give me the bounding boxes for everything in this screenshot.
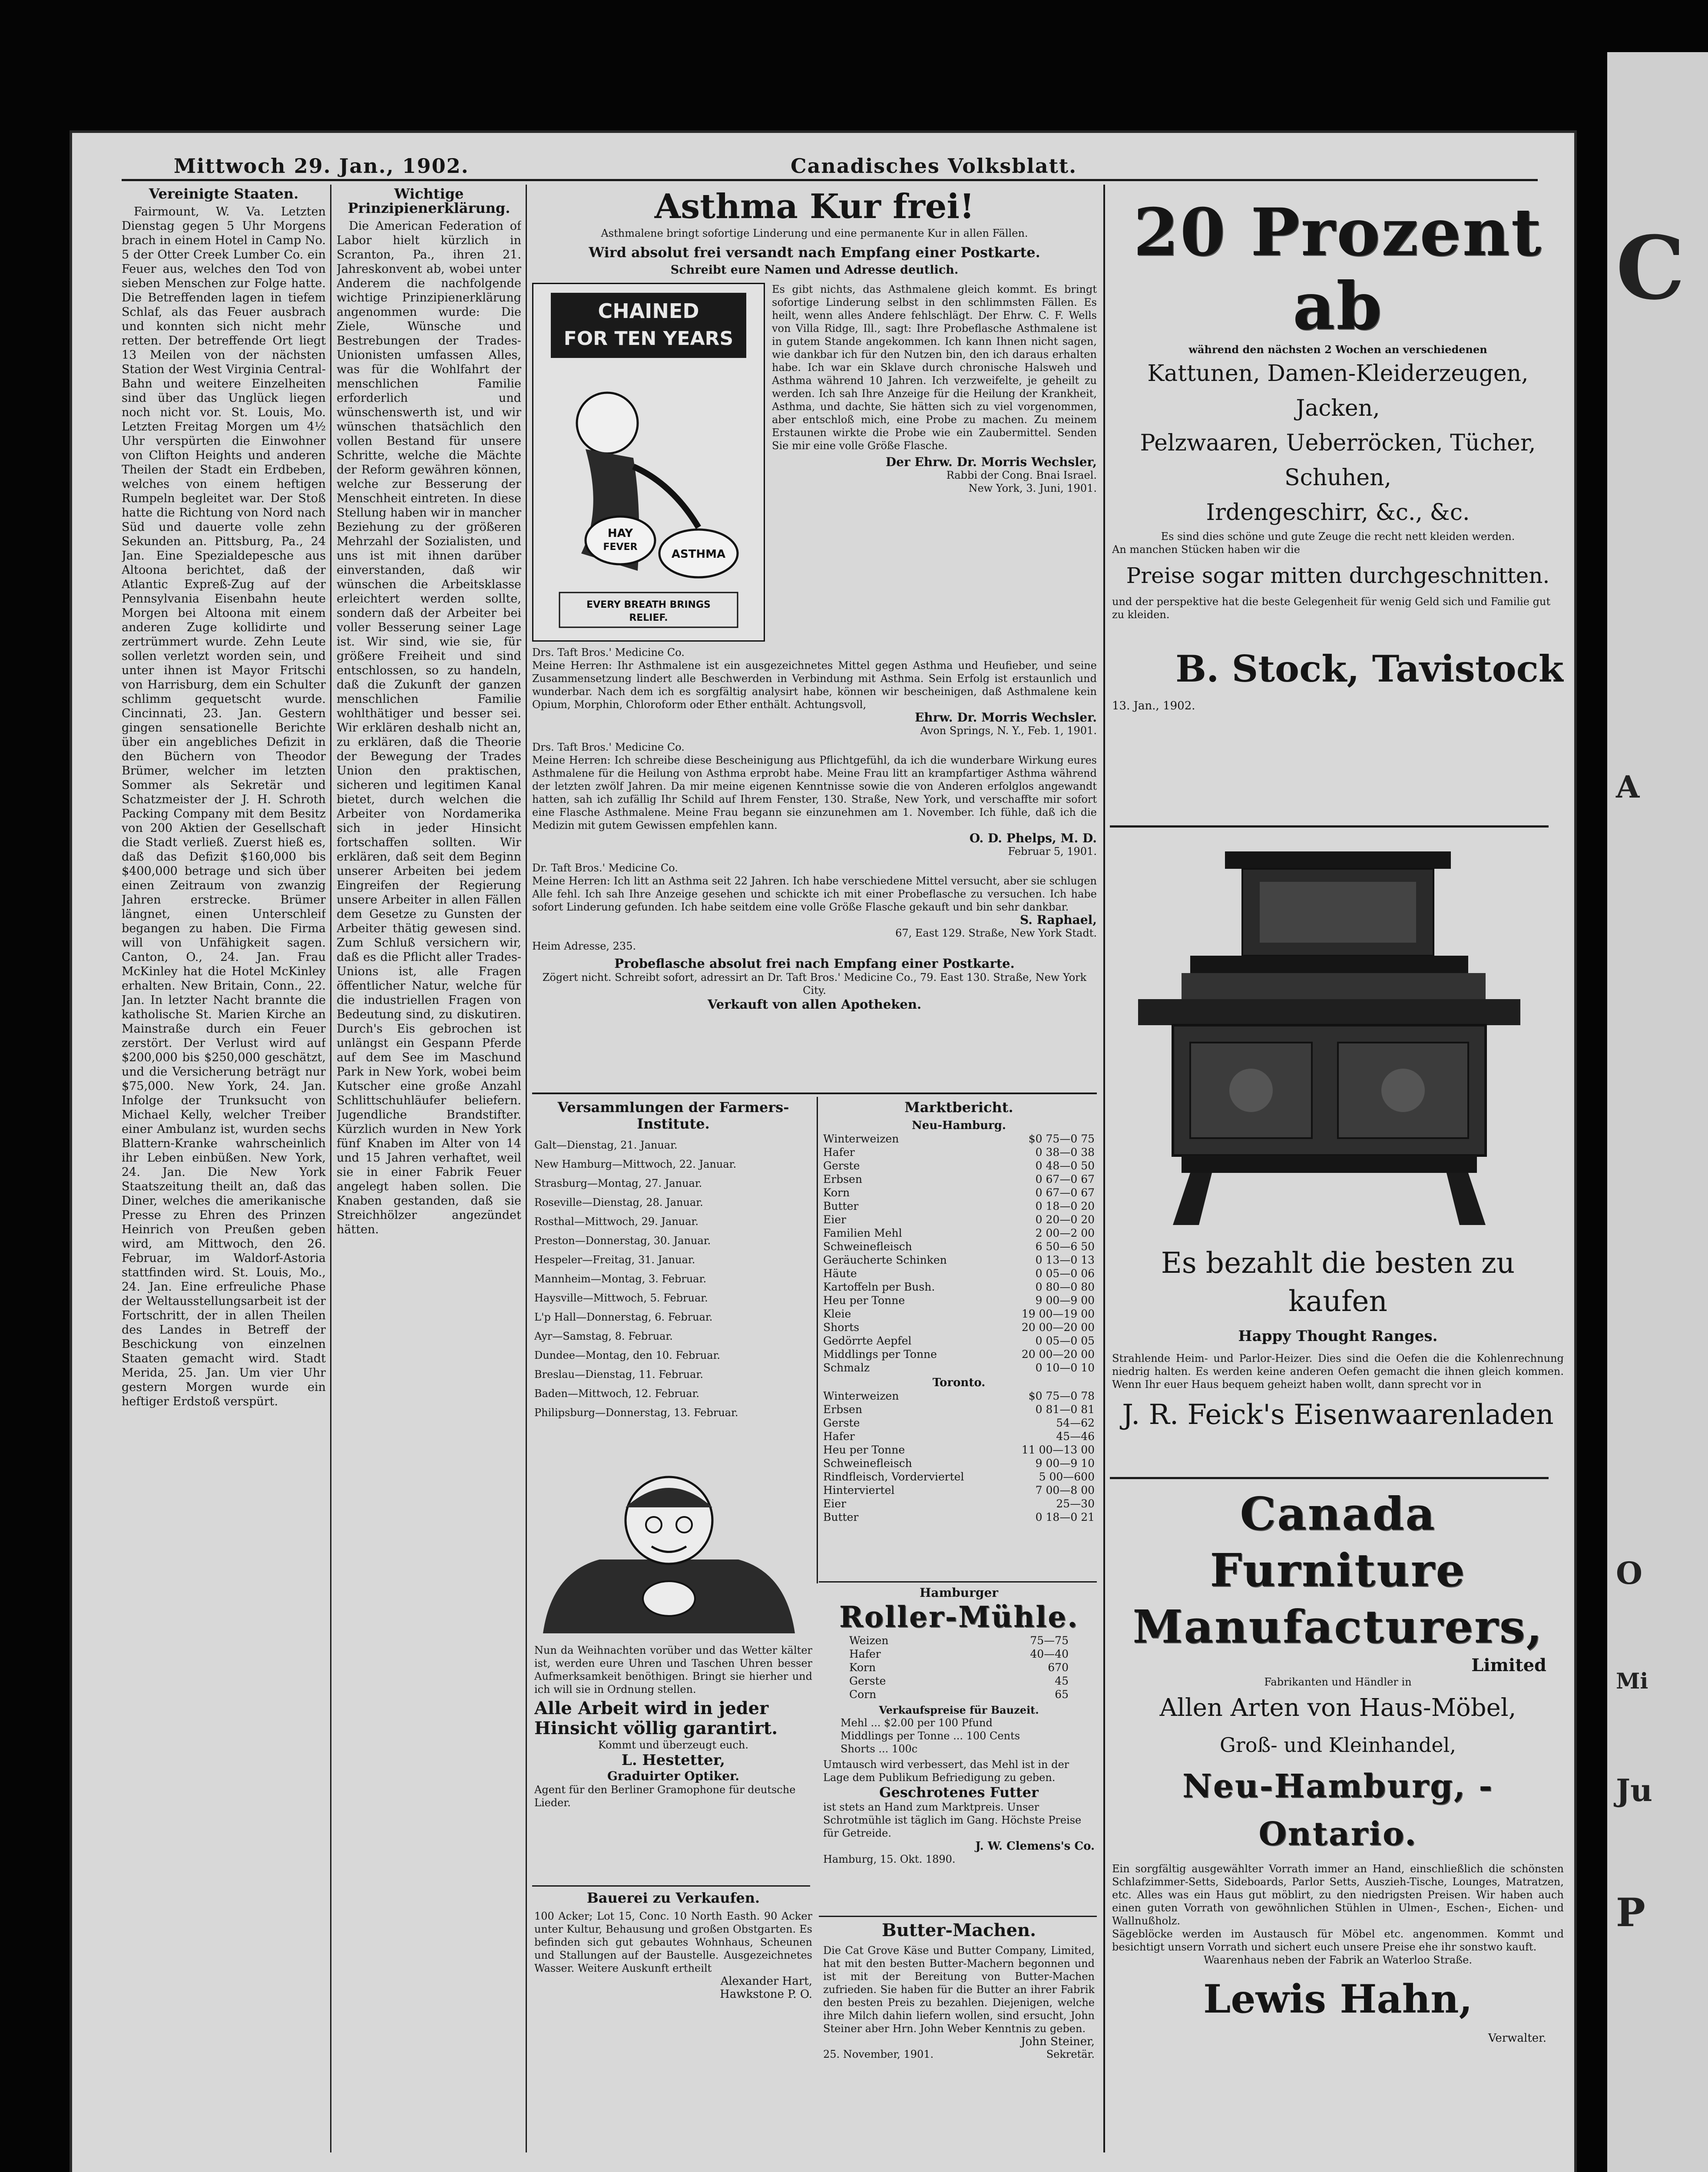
furniture-line4: Allen Arten von Haus-Möbel, — [1159, 1694, 1516, 1722]
column-rule — [526, 185, 527, 2152]
price-value: 20 00—20 00 — [1021, 1348, 1095, 1361]
price-row — [823, 1470, 1095, 1483]
furniture-line6: Neu-Hamburg, - Ontario. — [1182, 1768, 1493, 1853]
address-home: Heim Adresse, 235. — [532, 940, 636, 952]
letter-addressee: Drs. Taft Bros.' Medicine Co. — [532, 646, 685, 659]
price-value: 65 — [1055, 1688, 1069, 1701]
mill-subheading-2: Geschrotenes Futter — [879, 1784, 1039, 1801]
letter-date: Avon Springs, N. Y., Feb. 1, 1901. — [920, 725, 1097, 737]
testimony-text: Es gibt nichts, das Asthmalene gleich kommt. Es bringt sofortige Linderung selbst in den schlimmsten Fällen. Es heilt, wenn alles Andere fehlschlägt. Der Ehrw. C. F. Wells von Villa Ridge, Ill., sagt: Ihre Probeflasche Asthmalene ist in gutem Stande angekommen. Ich kann Ihnen nicht sagen, wie dankbar ich für den Nutzen bin, den ich daraus erhalten habe. Ich war ein Sklave durch chronische Halsweh und Asthma während 10 Jahren. Ich verzweifelte, je geheilt zu werden. Ich sah Ihre Anzeige für die Heilung der Krankheit, Asthma, und dachte, Sie hätten sich zu viel vorgenommen, aber entschloß mich, eine Probe zu machen. Zu meinem Erstaunen wirkte die Probe wie ein Zaubermittel. Senden Sie mir eine volle Größe Flasche. — [772, 283, 1097, 452]
price-value: 11 00—13 00 — [1021, 1444, 1095, 1456]
asthma-testimony — [772, 283, 1097, 642]
price-value: 0 67—0 67 — [1035, 1186, 1095, 1199]
price-row — [823, 1159, 1095, 1172]
price-item: Weizen — [849, 1634, 889, 1647]
price-item: Korn — [849, 1661, 876, 1674]
fragment-letter: C — [1616, 217, 1685, 319]
asthma-letter-2 — [532, 646, 1097, 737]
price-value: 20 00—20 00 — [1021, 1321, 1095, 1334]
asthma-letter-4 — [532, 861, 1097, 953]
price-row — [823, 1294, 1095, 1307]
farmers-meeting-row: Roseville—Dienstag, 28. Januar. — [534, 1196, 703, 1209]
price-value: 0 20—0 20 — [1035, 1213, 1095, 1226]
section-heading: Vereinigte Staaten. — [149, 187, 299, 202]
price-value: 0 38—0 38 — [1035, 1146, 1095, 1159]
farmers-meeting-row: Hespeler—Freitag, 31. Januar. — [534, 1254, 695, 1266]
asthma-line2: Wird absolut frei versandt nach Empfang einer Postkarte. — [589, 244, 1040, 261]
price-item: Häute — [823, 1267, 857, 1280]
mill-sale-prices — [823, 1716, 1095, 1755]
price-value: 45—46 — [1056, 1430, 1095, 1443]
mill-top: Hamburger — [919, 1586, 999, 1600]
price-value: 9 00—9 10 — [1035, 1457, 1095, 1470]
hestetter-name: L. Hestetter, — [621, 1752, 725, 1769]
price-item: Heu per Tonne — [823, 1294, 905, 1307]
farmers-meeting-row: Mannheim—Montag, 3. Februar. — [534, 1273, 707, 1285]
asthma-footer-sold: Verkauft von allen Apotheken. — [707, 997, 922, 1012]
furniture-text: Ein sorgfältig ausgewählter Vorrath immer an Hand, einschließlich die schönsten Schlafzimmer-Setts, Sideboards, Parlor Setts, Auszieh-Tische, Lounges, Matratzen, etc. Alles was ein Haus gut möblirt, zu den niedrigsten Preisen. Wir haben auch einen guten Vorrath von gewöhnlichen Stühlen in Ulmen-, Eschen-, Eichen- und Wallnußholz. — [1112, 1863, 1564, 1927]
price-value: $0 75—0 75 — [1028, 1132, 1095, 1145]
farmers-meeting-row: Haysville—Mittwoch, 5. Februar. — [534, 1292, 708, 1304]
price-item: Erbsen — [823, 1403, 862, 1416]
signature: O. D. Phelps, M. D. — [969, 831, 1097, 845]
hestetter-agent: Agent für den Berliner Gramophone für deutsche Lieder. — [534, 1784, 796, 1809]
furniture-ad — [1112, 1486, 1564, 2137]
asthma-subline: Asthmalene bringt sofortige Linderung und eine permanente Kur in allen Fällen. — [601, 227, 1028, 239]
stock-line2: Kattunen, Damen-Kleiderzeugen, Jacken, — [1147, 361, 1529, 421]
price-item: Geräucherte Schinken — [823, 1254, 947, 1266]
price-value: 0 10—0 10 — [1035, 1361, 1095, 1374]
price-value: 45 — [1055, 1675, 1069, 1687]
price-row — [823, 1267, 1095, 1280]
price-item: Hafer — [823, 1430, 855, 1443]
mill-date: Hamburg, 15. Okt. 1890. — [823, 1853, 956, 1865]
price-row — [823, 1510, 1095, 1524]
section-rule — [532, 1885, 810, 1887]
furniture-line1: Canada Furniture — [1210, 1487, 1466, 1597]
hestetter-invite: Kommt und überzeugt euch. — [598, 1739, 749, 1751]
section-rule — [1110, 1477, 1549, 1479]
price-row — [823, 1226, 1095, 1240]
price-item: Kartoffeln per Bush. — [823, 1281, 935, 1293]
optician-illustration — [534, 1460, 804, 1642]
letter-addressee: Dr. Taft Bros.' Medicine Co. — [532, 862, 678, 874]
stove-headline: Es bezahlt die besten zu kaufen — [1161, 1246, 1515, 1318]
price-item: Schweinefleisch — [823, 1240, 912, 1253]
stove-store: J. R. Feick's Eisenwaarenladen — [1122, 1399, 1554, 1431]
price-value: 0 67—0 67 — [1035, 1173, 1095, 1185]
news-text: Die American Federation of Labor hielt kürzlich in Scranton, Pa., ihren 21. Jahreskonvent ab, wobei unter Anderem die nachfolgende wichtige Prinzipienerklärung angenommen wurde: Die Ziele, Wünsche und Bestrebungen der Trades-Unionisten umfassen Alles, was für die Wohlfahrt der menschlichen Familie erforderlich und wünschenswerth ist, und wir wünschen thatsächlich den vollen Bestand für unsere Schritte, welche die Mächte der Reform gewähren können, welche zur Besserung der Menschheit eintreten. In diese Stellung haben wir in mancher Beziehung zu der größeren Mehrzahl der Sozialisten, und uns ist mit ihnen darüber einverstanden, daß wir wünschen die Arbeitsklasse erleichtert werden sollte, sondern daß der Arbeiter bei voller Besserung seiner Lage ist. Wir sind, wie sie, für größere Freiheit und sind entschlossen, so zu handeln, daß die Zukunft der ganzen menschlichen Familie wohlthätiger und besser sei. Wir erklären deshalb nicht an, zu erklären, daß die Theorie der Bewegung der Trades Union den praktischen, sicheren und legitimen Kanal bietet, durch welchen die Arbeiter von Nordamerika sich in jeder Hinsicht fortschaffen sollten. Wir erklären, daß seit dem Beginn unserer Arbeiten bei jedem Eingreifen der Regierung unsere Arbeiter in allen Fällen dem Gesetze zu Gunsten der Arbeiter thätig gewesen sind. Zum Schluß versichern wir, daß es die Pflicht aller Trades-Unions ist, alle Fragen öffentlicher Natur, welche für die industriellen Fragen von Bedeutung sind, zu diskutiren. Durch's Eis gebrochen ist unlängst ein Gespann Pferde auf dem See im Maschund Park in New York, wobei beim Kutscher eine große Anzahl Schlittschuhläufer beliefern. Jugendliche Brandstifter. Kürzlich wurden in New York fünf Knaben im Alter von 14 und 15 Jahren verhaftet, weil sie in einer Fabrik Feuer angelegt haben sollen. Die Knaben gestanden, daß sie Streichhölzer angezündet hätten. — [337, 219, 521, 1236]
price-item: Gerste — [823, 1159, 860, 1172]
farmers-meeting-row: Rosthal—Mittwoch, 29. Januar. — [534, 1215, 699, 1228]
price-row — [823, 1253, 1095, 1267]
market-table-toronto — [823, 1389, 1095, 1524]
price-value: 0 81—0 81 — [1035, 1403, 1095, 1416]
svg-text:ASTHMA: ASTHMA — [671, 548, 726, 561]
price-row — [849, 1661, 1069, 1674]
signature: S. Raphael, — [1020, 913, 1097, 927]
butter-notice — [823, 1920, 1095, 2137]
asthma-ad — [532, 187, 1097, 1086]
stock-sale-ad — [1112, 195, 1564, 821]
mill-sale-row: Mehl ... $2.00 per 100 Pfund — [841, 1717, 993, 1729]
price-row — [823, 1321, 1095, 1334]
mill-headline: Roller-Mühle. — [839, 1600, 1079, 1634]
letter-text: Meine Herren: Ich schreibe diese Bescheinigung aus Pflichtgefühl, da ich die wunderbare Wirkung eures Asthmalene für die Heilung von Asthma erprobt habe. Meine Frau litt an krampfartiger Asthma während der letzten zwölf Jahren. Da mir meine eigenen Kenntnisse sowie die von Anderen erfolglos angewandt hatten, sah ich zufällig Ihr Schild auf Ihrem Fenster, 130. Straße, New York, und verschaffte mir sofort eine Flasche Asthmalene. Meine Frau begann sie einzunehmen am 1. November. Ich fühle, daß ich die Medizin mit gutem Gewissen empfehlen kann. — [532, 754, 1097, 831]
furniture-line3: Fabrikanten und Händler in — [1264, 1676, 1412, 1688]
farmers-list — [534, 1136, 812, 1422]
letter-date: New York, 3. Juni, 1901. — [968, 482, 1097, 494]
price-row — [823, 1280, 1095, 1294]
asthma-illustration — [532, 283, 765, 642]
market-report — [823, 1099, 1095, 1577]
stock-line1: während den nächsten 2 Wochen an verschiedenen — [1188, 343, 1487, 356]
price-row — [823, 1307, 1095, 1321]
masthead-rule — [122, 179, 1538, 181]
price-value: 0 13—0 13 — [1035, 1254, 1095, 1266]
price-value: 54—62 — [1056, 1417, 1095, 1429]
price-value: 0 05—0 05 — [1035, 1334, 1095, 1347]
price-row — [823, 1443, 1095, 1457]
price-item: Erbsen — [823, 1173, 862, 1185]
price-item: Eier — [823, 1497, 846, 1510]
price-item: Heu per Tonne — [823, 1444, 905, 1456]
letter-text: Meine Herren: Ihr Asthmalene ist ein ausgezeichnetes Mittel gegen Asthma und Heufieber, und seine Zusammensetzung lindert alle Beschwerden in Verbindung mit Asthma. Sein Erfolg ist erstaunlich und wunderbar. Nach dem ich es sorgfältig analysirt habe, können wir bescheinigen, daß Asthmalene kein Opium, Morphin, Chloroform oder Ether enthält. Achtungsvoll, — [532, 659, 1097, 711]
price-row — [823, 1457, 1095, 1470]
butter-date: 25. November, 1901. — [823, 2048, 934, 2060]
stove-illustration — [1112, 834, 1546, 1242]
farmers-meeting-row: Dundee—Montag, den 10. Februar. — [534, 1349, 721, 1361]
price-value: 6 50—6 50 — [1035, 1240, 1095, 1253]
price-row — [823, 1361, 1095, 1374]
price-row — [849, 1647, 1069, 1661]
price-value: 670 — [1048, 1661, 1069, 1674]
stock-line3: Pelzwaaren, Ueberröcken, Tücher, Schuhen, — [1140, 430, 1536, 491]
newspaper-page — [70, 130, 1577, 2172]
mill-notice: Umtausch wird verbessert, das Mehl ist in der Lage dem Publikum Befriedigung zu geben. — [823, 1758, 1069, 1784]
price-item: Gerste — [849, 1675, 886, 1687]
farmers-meeting-row: L'p Hall—Donnerstag, 6. Februar. — [534, 1311, 713, 1323]
address: 67, East 129. Straße, New York Stadt. — [895, 927, 1097, 939]
price-item: Winterweizen — [823, 1132, 899, 1145]
price-row — [849, 1688, 1069, 1701]
furniture-text3: Waarenhaus neben der Fabrik an Waterloo Straße. — [1203, 1954, 1473, 1966]
roller-mill-ad — [823, 1586, 1095, 1911]
paper-name: Canadisches Volksblatt. — [791, 154, 1077, 178]
price-row — [849, 1674, 1069, 1688]
svg-text:FEVER: FEVER — [603, 542, 638, 553]
fragment-letter: Mi — [1616, 1668, 1648, 1694]
stock-line8: und der perspektive hat die beste Gelegenheit für wenig Geld sich und Familie gut zu kleiden. — [1112, 596, 1551, 621]
section-heading: Wichtige Prinzipienerklärung. — [348, 187, 510, 216]
section-heading: Butter-Machen. — [881, 1920, 1036, 1940]
hestetter-text: Nun da Weihnachten vorüber und das Wetter kälter ist, werden eure Uhren und Taschen Uhren besser Aufmerksamkeit benöthigen. Bringt sie hierher und ich will sie in Ordnung stellen. — [534, 1644, 812, 1695]
furniture-limited: Limited — [1471, 1655, 1546, 1675]
price-item: Gerste — [823, 1417, 860, 1429]
section-heading: Bauerei zu Verkaufen. — [586, 1890, 760, 1906]
stove-text: Strahlende Heim- und Parlor-Heizer. Dies sind die Oefen die die Kohlenrechnung niedrig halten. Es werden keine anderen Oefen gemacht die ihnen gleich kommen. Wenn Ihr euer Haus bequem geheizt haben wollt, dann sprecht vor in — [1112, 1352, 1564, 1391]
mill-subheading: Verkaufspreise für Bauzeit. — [879, 1704, 1039, 1716]
price-value: 2 00—2 00 — [1035, 1227, 1095, 1239]
stove-brand: Happy Thought Ranges. — [1238, 1328, 1438, 1345]
price-item: Butter — [823, 1511, 859, 1523]
stock-line5: Es sind dies schöne und gute Zeuge die recht nett kleiden werden. — [1161, 530, 1515, 543]
price-row — [823, 1416, 1095, 1430]
furniture-text2: Sägeblöcke werden im Austausch für Möbel etc. angenommen. Kommt und besichtigt unsern Vorrath und sichert euch unsere Preise ehe ihr sonstwo kauft. — [1112, 1928, 1564, 1953]
issue-date: Mittwoch 29. Jan., 1902. — [174, 154, 469, 178]
price-value: 25—30 — [1056, 1497, 1095, 1510]
price-row — [823, 1213, 1095, 1226]
price-item: Schmalz — [823, 1361, 870, 1374]
letter-addressee: Drs. Taft Bros.' Medicine Co. — [532, 741, 685, 753]
price-value: 19 00—19 00 — [1021, 1308, 1095, 1320]
price-row — [823, 1483, 1095, 1497]
price-row — [823, 1348, 1095, 1361]
price-value: $0 75—0 78 — [1028, 1390, 1095, 1402]
furniture-role: Verwalter. — [1488, 2032, 1546, 2045]
price-item: Kleie — [823, 1308, 851, 1320]
stock-headline: 20 Prozent ab — [1133, 195, 1542, 344]
section-rule — [819, 1581, 1097, 1583]
farm-text: 100 Acker; Lot 15, Conc. 10 North Easth. 90 Acker unter Kultur, Behausung und großen Obstgarten. Es befinden sich gut gebautes Wohnhaus, Scheunen und Stallungen auf der Baustelle. Ausgezeichnetes Wasser. Weitere Auskunft ertheilt — [534, 1910, 812, 1974]
letter-text: Meine Herren: Ich litt an Asthma seit 22 Jahren. Ich habe verschiedene Mittel versucht, aber sie schlugen Alle fehl. Ich sah Ihre Anzeige gesehen und schickte ich mit einer Probeflasche zu versuchen. Ich habe sofort Linderung gefunden. Ich habe seitdem eine volle Größe Flasche gekauft und bin sehr dankbar. — [532, 875, 1097, 913]
section-rule — [819, 1916, 1097, 1917]
section-heading: Marktbericht. — [904, 1099, 1013, 1116]
stove-ad — [1112, 834, 1564, 1473]
market-subheading: Neu-Hamburg. — [912, 1119, 1006, 1132]
butter-text: Die Cat Grove Käse und Butter Company, Limited, hat mit den besten Butter-Machern begonnen und ist mit der Bereitung von Butter-Machen zufrieden. Sie haben für die Butter an ihrer Fabrik den besten Preis zu bezahlen. Diejenigen, welche ihre Milch dahin liefern wollen, sind ersucht, John Steiner aber Hrn. John Weber Kenntnis zu geben. — [823, 1944, 1095, 2035]
farmers-meeting-row: Strasburg—Montag, 27. Januar. — [534, 1177, 702, 1189]
signature: Ehrw. Dr. Morris Wechsler. — [914, 710, 1097, 725]
furniture-line2: Manufacturers, — [1132, 1600, 1543, 1653]
mill-notice-2: ist stets an Hand zum Marktpreis. Unser Schrotmühle ist täglich im Gang. Höchste Preise für Getreide. — [823, 1801, 1082, 1839]
price-item: Hafer — [823, 1146, 855, 1159]
news-column-us — [122, 187, 326, 2142]
price-value: 75—75 — [1030, 1634, 1069, 1647]
price-value: 7 00—8 00 — [1035, 1484, 1095, 1497]
price-value: 9 00—9 00 — [1035, 1294, 1095, 1307]
price-row — [823, 1334, 1095, 1348]
farmers-meeting-row: Galt—Dienstag, 21. Januar. — [534, 1139, 678, 1151]
price-value: 0 80—0 80 — [1035, 1281, 1095, 1293]
price-row — [823, 1172, 1095, 1186]
price-row — [823, 1497, 1095, 1510]
asthma-footer-address: Zögert nicht. Schreibt sofort, adressirt an Dr. Taft Bros.' Medicine Co., 79. East 130. Straße, New York City. — [542, 971, 1087, 997]
farmers-meeting-row: Breslau—Dienstag, 11. Februar. — [534, 1368, 703, 1381]
stock-line7: Preise sogar mitten durchgeschnitten. — [1126, 563, 1550, 588]
price-item: Rindfleisch, Vorderviertel — [823, 1470, 964, 1483]
column-rule — [817, 1097, 818, 1583]
mill-signature: J. W. Clemens's Co. — [975, 1840, 1095, 1853]
farmers-meeting-row: New Hamburg—Mittwoch, 22. Januar. — [534, 1158, 737, 1170]
signature: Der Ehrw. Dr. Morris Wechsler, — [885, 455, 1097, 469]
mill-sale-row: Shorts ... 100c — [841, 1743, 918, 1755]
price-row — [823, 1132, 1095, 1146]
price-row — [823, 1146, 1095, 1159]
farm-contact-name: Alexander Hart, — [720, 1975, 812, 1988]
svg-text:EVERY BREATH BRINGS: EVERY BREATH BRINGS — [586, 599, 711, 610]
farmers-meeting-row: Ayr—Samstag, 8. Februar. — [534, 1330, 673, 1342]
signature-title: Rabbi der Cong. Bnai Israel. — [946, 469, 1097, 481]
hestetter-ad — [534, 1460, 812, 1929]
price-value: 0 18—0 20 — [1035, 1200, 1095, 1212]
butter-role: Sekretär. — [1046, 2048, 1095, 2060]
price-item: Familien Mehl — [823, 1227, 902, 1239]
furniture-line5: Groß- und Kleinhandel, — [1220, 1733, 1456, 1757]
price-item: Gedörrte Aepfel — [823, 1334, 912, 1347]
price-item: Hinterviertel — [823, 1484, 895, 1497]
price-row — [823, 1186, 1095, 1199]
fragment-letter: O — [1616, 1555, 1642, 1591]
news-column-labor — [337, 187, 521, 2142]
stock-line6: An manchen Stücken haben wir die — [1112, 543, 1300, 556]
news-text: Fairmount, W. Va. Letzten Dienstag gegen 5 Uhr Morgens brach in einem Hotel in Camp No. 5 der Otter Creek Lumber Co. ein Feuer aus, welches den Tod von sieben Menschen zur Folge hatte. Die Betreffenden lagen in tiefem Schlaf, als das Feuer ausbrach und konnten sich nicht mehr retten. Der betreffende Ort liegt 13 Meilen von der nächsten Station der West Virginia Central-Bahn und weitere Einzelheiten sind über das Unglück liegen noch nicht vor. St. Louis, Mo. Letzten Freitag Morgen um 4½ Uhr verspürten die Einwohner von Clifton Heights und anderen Theilen der Stadt ein Erdbeben, welches von einem heftigen Rumpeln begleitet war. Der Stoß hatte die Richtung von Nord nach Süd und dauerte volle zehn Sekunden an. Pittsburg, Pa., 24 Jan. Eine Spezialdepesche aus Altoona berichtet, daß der Atlantic Expreß-Zug auf der Pennsylvania Eisenbahn heute Morgen bei Altoona mit einem anderen Zuge kollidirte und zertrümmert wurde. Zehn Leute sollen verletzt worden sein, und unter ihnen ist Mayor Fritschi von Harrisburg, dem ein Schulter schlimm gequetscht wurde. Cincinnati, 23. Jan. Gestern gingen sensationelle Berichte über ein angebliches Defizit in den Büchern von Theodor Brümer, welcher im letzten Sommer als Sekretär und Schatzmeister der J. H. Schroth Packing Company mit dem Besitz von 200 Aktien der Gesellschaft die Stadt verließ. Zuerst hieß es, daß das Defizit $160,000 bis $400,000 betrage und sich über einen Zeitraum von zwanzig Jahren erstrecke. Brümer längnet, einen Unterschleif begangen zu haben. Die Firma will von Unfähigkeit sagen. Canton, O., 24. Jan. Frau McKinley hat die Hotel McKinley erhalten. New Britain, Conn., 22. Jan. In letzter Nacht brannte die katholische St. Marien Kirche an Mainstraße durch ein Feuer zerstört. Der Verlust wird auf $200,000 bis $250,000 geschätzt, und die Versicherung beträgt nur $75,000. New York, 24. Jan. Infolge der Trunksucht von Michael Kelly, welcher Treiber einer Ambulanz ist, wurden sechs Blattern-Kranke wahrscheinlich ihr Leben einbüßen. New York, 24. Jan. Die New York Staatszeitung theilt an, daß das Diner, welches die amerikanische Presse zu Ehren des Prinzen Heinrich von Preußen geben wird, am Mittwoch, den 26. Februar, im Waldorf-Astoria stattfinden wird. St. Louis, Mo., 24. Jan. Eine erfreuliche Phase der Weltausstellungsarbeit ist der Fortschritt, der in allen Theilen des Landes in Betreff der Beschickung von einzelnen Staaten gemacht wird. Stadt Merida, 25. Jan. Um vier Uhr gestern Morgen wurde ein heftiger Erdstoß verspürt. — [122, 205, 326, 1408]
fragment-letter: Ju — [1616, 1772, 1653, 1808]
farmers-meeting-row: Baden—Mittwoch, 12. Februar. — [534, 1387, 700, 1400]
price-item: Korn — [823, 1186, 850, 1199]
market-table-newhamburg — [823, 1132, 1095, 1374]
svg-text:CHAINED: CHAINED — [598, 299, 699, 323]
hestetter-title: Graduirter Optiker. — [607, 1769, 740, 1783]
asthma-headline: Asthma Kur frei! — [654, 187, 975, 226]
price-item: Corn — [849, 1688, 877, 1701]
section-rule — [532, 1093, 1097, 1094]
letter-date: Februar 5, 1901. — [1008, 845, 1097, 858]
price-row — [823, 1430, 1095, 1443]
section-heading: Versammlungen der Farmers-Institute. — [557, 1099, 789, 1132]
price-item: Eier — [823, 1213, 846, 1226]
furniture-signature: Lewis Hahn, — [1203, 1976, 1473, 2022]
farmers-meeting-row: Preston—Donnerstag, 30. Januar. — [534, 1235, 711, 1247]
mill-sale-row: Middlings per Tonne ... 100 Cents — [841, 1730, 1020, 1742]
hestetter-headline: Alle Arbeit wird in jeder Hinsicht völlig garantirt. — [534, 1698, 778, 1738]
farmers-institutes — [534, 1099, 812, 1455]
price-row — [823, 1199, 1095, 1213]
price-row — [823, 1240, 1095, 1253]
price-value: 5 00—600 — [1039, 1470, 1095, 1483]
mill-buy-prices — [823, 1634, 1095, 1701]
price-item: Winterweizen — [823, 1390, 899, 1402]
svg-text:HAY: HAY — [607, 527, 633, 540]
price-value: 0 05—0 06 — [1035, 1267, 1095, 1280]
column-rule — [330, 185, 331, 2152]
stock-line4: Irdengeschirr, &c., &c. — [1206, 500, 1470, 526]
price-row — [849, 1634, 1069, 1647]
price-row — [823, 1403, 1095, 1416]
price-item: Butter — [823, 1200, 859, 1212]
price-value: 0 48—0 50 — [1035, 1159, 1095, 1172]
fragment-letter: P — [1616, 1890, 1645, 1936]
price-row — [823, 1389, 1095, 1403]
svg-text:RELIEF.: RELIEF. — [629, 613, 668, 623]
asthma-letter-3 — [532, 741, 1097, 858]
price-value: 0 18—0 21 — [1035, 1511, 1095, 1523]
price-item: Hafer — [849, 1648, 881, 1660]
asthma-line3: Schreibt eure Namen und Adresse deutlich. — [670, 263, 959, 277]
asthma-footer-headline: Probeflasche absolut frei nach Empfang einer Postkarte. — [614, 956, 1015, 971]
fragment-letter: A — [1616, 769, 1640, 805]
price-item: Shorts — [823, 1321, 860, 1334]
adjacent-page-fragment — [1607, 52, 1708, 2172]
farmers-meeting-row: Philipsburg—Donnerstag, 13. Februar. — [534, 1407, 738, 1419]
stock-date: 13. Jan., 1902. — [1112, 699, 1195, 712]
market-subheading: Toronto. — [932, 1376, 986, 1389]
svg-text:FOR TEN YEARS: FOR TEN YEARS — [563, 328, 734, 350]
price-item: Schweinefleisch — [823, 1457, 912, 1470]
butter-name: John Steiner, — [1021, 2035, 1095, 2048]
price-item: Middlings per Tonne — [823, 1348, 937, 1361]
price-value: 40—40 — [1030, 1648, 1069, 1660]
farm-for-sale — [534, 1890, 812, 2133]
stock-signature: B. Stock, Tavistock — [1175, 647, 1564, 690]
section-rule — [1110, 825, 1549, 828]
column-rule — [1103, 185, 1105, 2152]
farm-contact-place: Hawkstone P. O. — [720, 1988, 812, 2001]
